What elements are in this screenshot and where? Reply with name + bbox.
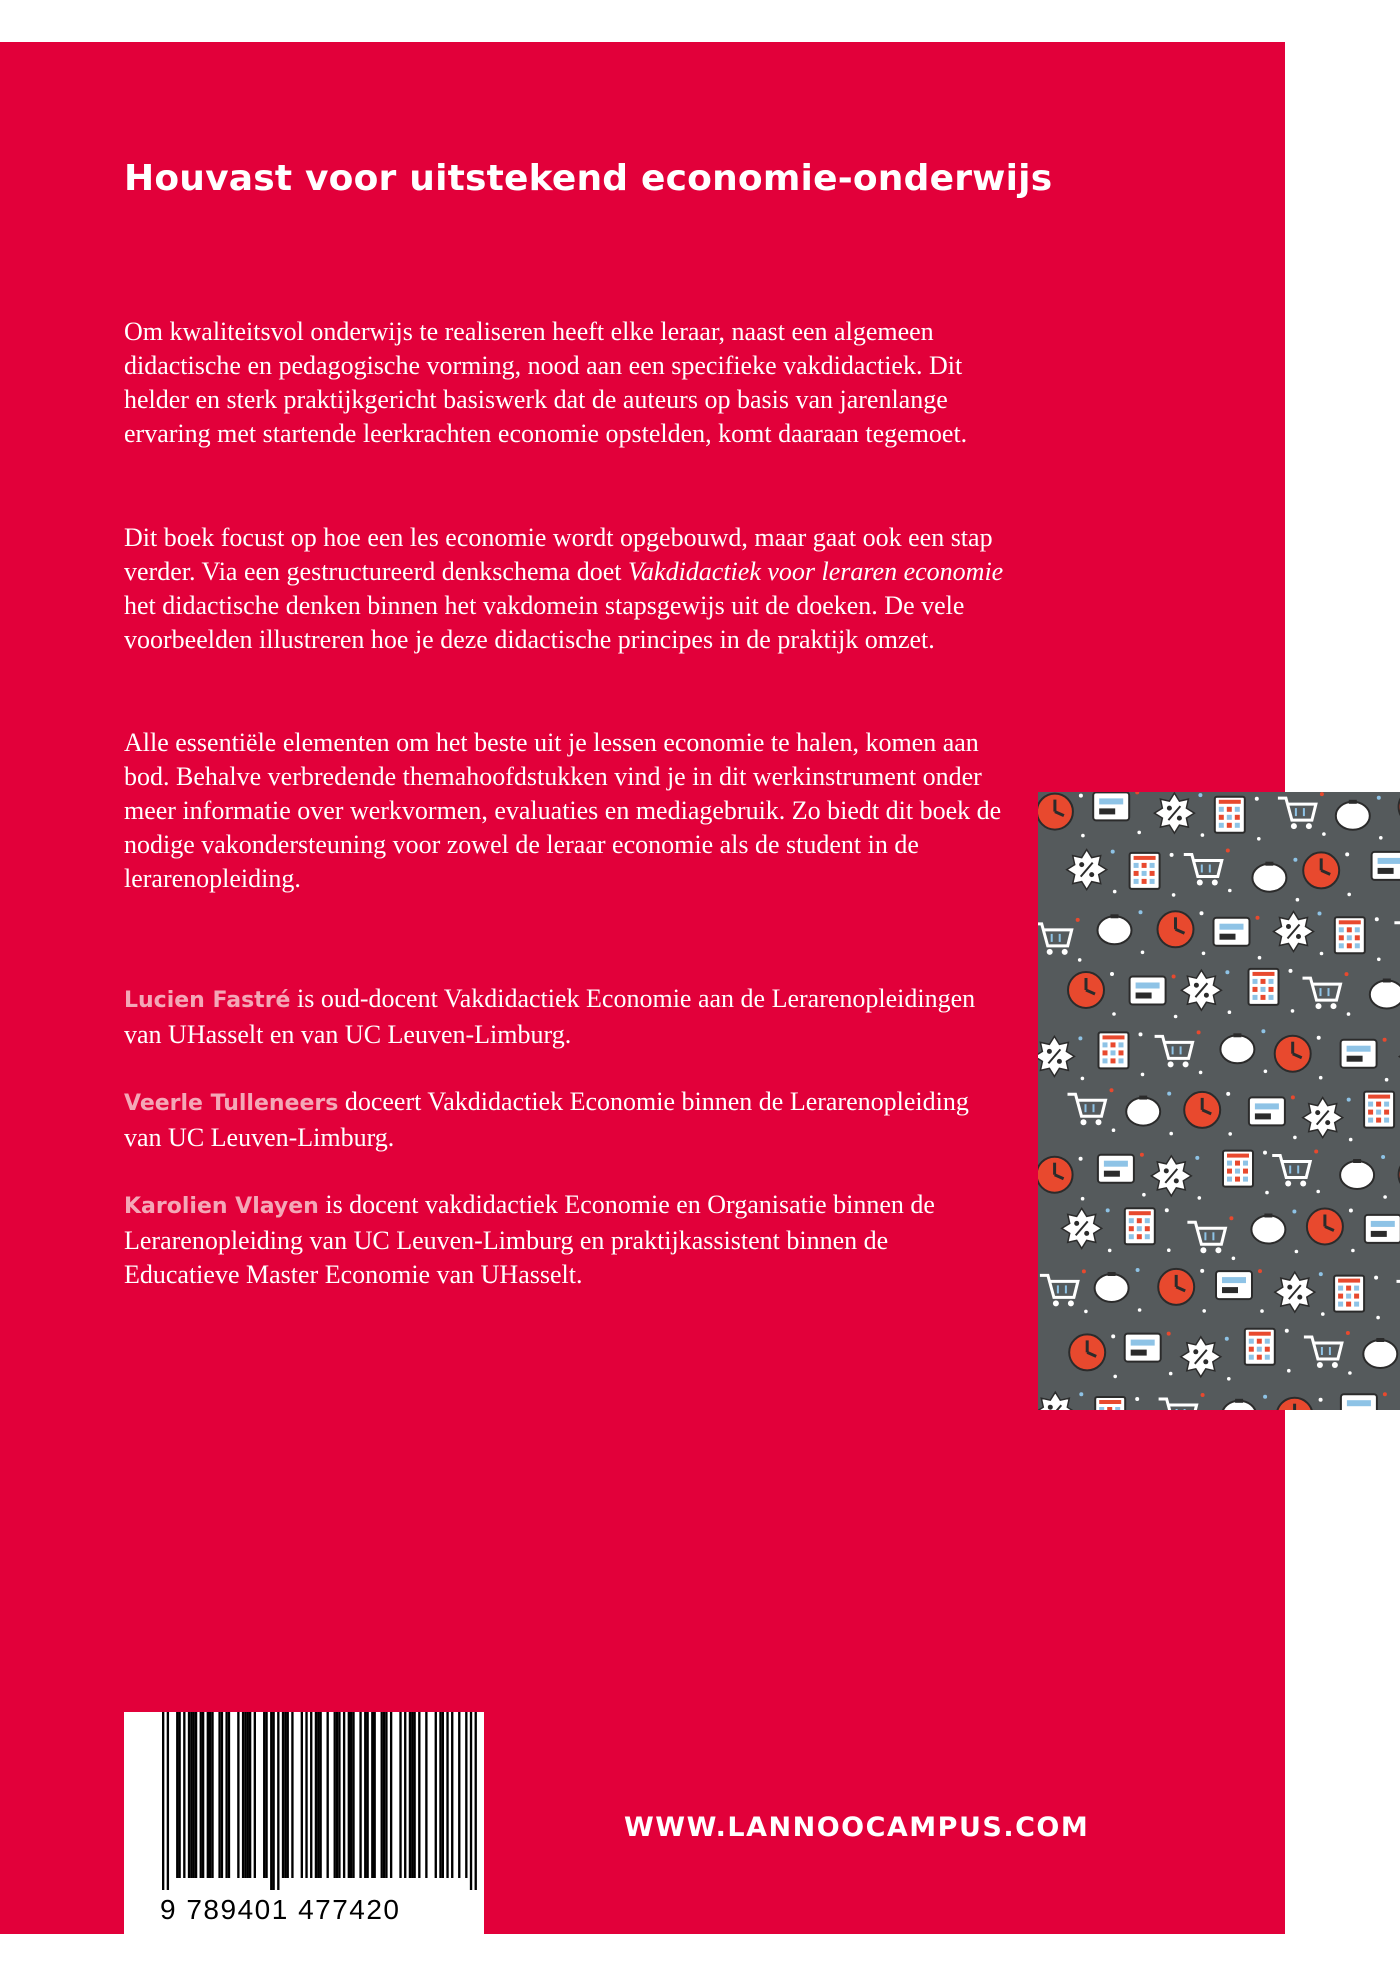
barcode-bar bbox=[209, 1712, 211, 1878]
barcode-bar bbox=[371, 1712, 373, 1878]
author-description: is docent vakdidactiek Economie en Organisatie binnen de Lerarenopleiding van UC Leuven-Limburg en praktijkassistent binnen de Educatieve Master Economie van UHasselt. bbox=[124, 1190, 935, 1289]
barcode-bar bbox=[254, 1712, 256, 1878]
barcode-bar bbox=[249, 1712, 251, 1878]
barcode-bar bbox=[317, 1712, 319, 1878]
barcode-bar bbox=[200, 1712, 202, 1878]
barcode-bar bbox=[247, 1712, 249, 1878]
barcode-bar bbox=[390, 1712, 392, 1878]
barcode-bar bbox=[284, 1712, 286, 1878]
barcode-bars bbox=[124, 1712, 484, 1892]
barcode bbox=[124, 1712, 484, 1934]
barcode-bar bbox=[465, 1712, 467, 1878]
barcode-bar bbox=[399, 1712, 401, 1878]
author-description: is oud-docent Vakdidactiek Economie aan de Lerarenopleidingen van UHasselt en van UC Leuven-Limburg. bbox=[124, 984, 976, 1049]
barcode-bar bbox=[409, 1712, 411, 1878]
barcode-bar bbox=[359, 1712, 361, 1878]
barcode-bar bbox=[413, 1712, 415, 1878]
barcode-bar bbox=[277, 1712, 279, 1890]
author-bio bbox=[124, 982, 1004, 1052]
barcode-bar bbox=[282, 1712, 284, 1878]
barcode-bar bbox=[244, 1712, 246, 1878]
author-name: Karolien Vlayen bbox=[124, 1194, 319, 1219]
barcode-bar bbox=[228, 1712, 230, 1878]
economy-icon-pattern-graphic bbox=[1038, 792, 1400, 1410]
barcode-bar bbox=[327, 1712, 329, 1878]
barcode-bar bbox=[195, 1712, 197, 1878]
author-bio bbox=[124, 1188, 1004, 1292]
barcode-bar bbox=[176, 1712, 178, 1878]
barcode-bar bbox=[338, 1712, 340, 1878]
blurb-paragraph-3: Alle essentiële elementen om het beste uit je lessen economie te halen, komen aan bod. Behalve verbredende themahoofdstukken vind je in dit werkinstrument onder meer informatie over werkvormen, evaluaties en mediagebruik. Zo biedt dit boek de nodige vakondersteuning voor zowel de leraar economie als de student in de lerarenopleiding. bbox=[124, 728, 1002, 893]
barcode-bar bbox=[418, 1712, 420, 1878]
barcode-bar bbox=[319, 1712, 321, 1878]
barcode-bar bbox=[218, 1712, 220, 1878]
barcode-bar bbox=[301, 1712, 303, 1878]
barcode-bar bbox=[305, 1712, 307, 1878]
barcode-bar bbox=[404, 1712, 406, 1878]
barcode-bar bbox=[291, 1712, 293, 1878]
barcode-bar bbox=[188, 1712, 190, 1878]
barcode-bar bbox=[350, 1712, 352, 1878]
barcode-bar bbox=[348, 1712, 350, 1878]
barcode-bar bbox=[211, 1712, 213, 1878]
barcode-bar bbox=[263, 1712, 265, 1878]
blurb-paragraph-2-end: het didactische denken binnen het vakdomein stapsgewijs uit de doeken. De vele voorbeelden illustreren hoe je deze didactische principes in de praktijk omzet. bbox=[124, 591, 965, 654]
barcode-bar bbox=[383, 1712, 385, 1878]
barcode-bar bbox=[366, 1712, 368, 1878]
barcode-bar bbox=[435, 1712, 437, 1878]
book-title: Vakdidactiek voor leraren economie bbox=[628, 557, 1004, 586]
blurb-paragraph-2-start: Dit boek focust op hoe een les economie wordt opgebouwd, maar gaat ook een stap verder. Via een gestructureerd denkschema doet bbox=[124, 523, 993, 586]
barcode-bar bbox=[364, 1712, 366, 1878]
barcode-bar bbox=[458, 1712, 460, 1878]
barcode-bar bbox=[167, 1712, 169, 1890]
blurb-paragraph-2 bbox=[124, 521, 1004, 657]
headline: Houvast voor uitstekend economie-onderwijs bbox=[124, 158, 1053, 199]
barcode-bar bbox=[385, 1712, 387, 1878]
isbn-number: 9 789401 477420 bbox=[160, 1894, 401, 1925]
barcode-bar bbox=[183, 1712, 185, 1878]
barcode-bar bbox=[451, 1712, 453, 1878]
barcode-bar bbox=[475, 1712, 477, 1890]
author-name: Veerle Tulleneers bbox=[124, 1091, 339, 1116]
barcode-bar bbox=[343, 1712, 345, 1878]
barcode-bar bbox=[336, 1712, 338, 1878]
barcode-bar bbox=[242, 1712, 244, 1878]
barcode-bar bbox=[272, 1712, 274, 1890]
barcode-bar bbox=[190, 1712, 192, 1878]
barcode-bar bbox=[287, 1712, 289, 1878]
barcode-bar bbox=[162, 1712, 164, 1890]
barcode-bar bbox=[221, 1712, 223, 1878]
barcode-bar bbox=[411, 1712, 413, 1878]
author-bio bbox=[124, 1085, 1004, 1155]
barcode-bar bbox=[202, 1712, 204, 1878]
barcode-bar bbox=[207, 1712, 209, 1878]
barcode-bar bbox=[374, 1712, 376, 1878]
barcode-bar bbox=[470, 1712, 472, 1890]
barcode-bar bbox=[270, 1712, 272, 1890]
barcode-bar bbox=[425, 1712, 427, 1878]
publisher-website: WWW.LANNOOCAMPUS.COM bbox=[624, 1812, 1090, 1843]
economy-icon-pattern bbox=[1038, 792, 1400, 1410]
barcode-bar bbox=[237, 1712, 239, 1878]
barcode-bar bbox=[334, 1712, 336, 1878]
barcode-bar bbox=[381, 1712, 383, 1878]
barcode-bar bbox=[310, 1712, 312, 1878]
barcode-bar bbox=[178, 1712, 180, 1878]
barcode-bar bbox=[352, 1712, 354, 1878]
barcode-bar bbox=[446, 1712, 448, 1878]
blurb-paragraph-1: Om kwaliteitsvol onderwijs te realiseren heeft elke leraar, naast een algemeen didactische en pedagogische vorming, nood aan een specifieke vakdidactiek. Dit helder en sterk praktijkgericht basiswerk dat de auteurs op basis van jarenlange ervaring met startende leerkrachten economie opstelden, komt daaraan tegemoet. bbox=[124, 317, 968, 448]
barcode-bar bbox=[439, 1712, 441, 1878]
barcode-bar bbox=[265, 1712, 267, 1878]
author-description: doceert Vakdidactiek Economie binnen de Lerarenopleiding van UC Leuven-Limburg. bbox=[124, 1087, 969, 1152]
barcode-bar bbox=[193, 1712, 195, 1878]
barcode-bar bbox=[225, 1712, 227, 1878]
barcode-bar bbox=[442, 1712, 444, 1878]
author-name: Lucien Fastré bbox=[124, 988, 291, 1013]
barcode-bar bbox=[315, 1712, 317, 1878]
